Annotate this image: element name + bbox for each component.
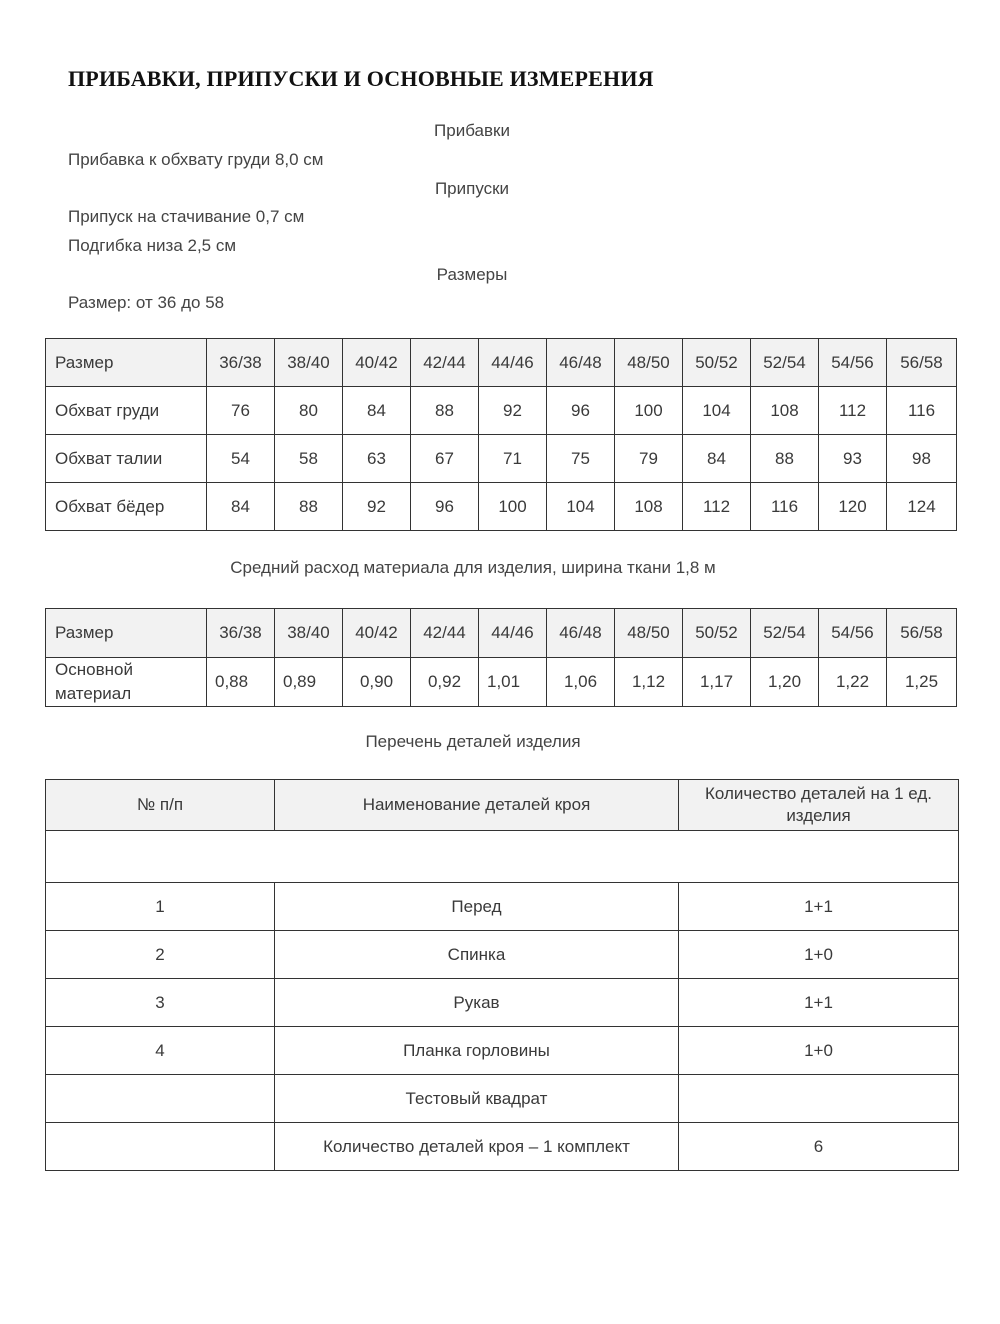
size-header-cell: 42/44	[411, 339, 479, 387]
measure-cell: 116	[751, 483, 819, 531]
row-label: Обхват груди	[46, 387, 207, 435]
measure-cell: 63	[343, 435, 411, 483]
sizes-heading: Размеры	[436, 265, 508, 284]
measure-cell: 100	[479, 483, 547, 531]
row-label: Обхват бёдер	[46, 483, 207, 531]
main-material-label	[46, 658, 207, 707]
part-name: Перед	[275, 883, 679, 931]
row-label: Обхват талии	[46, 435, 207, 483]
chest-row	[46, 387, 957, 435]
material-caption: Средний расход материала для изделия, ширина ткани 1,8 м	[230, 558, 716, 577]
measure-cell: 58	[275, 435, 343, 483]
consumption-cell: 0,88	[207, 658, 275, 707]
empty-cell	[46, 831, 959, 883]
part-name: Количество деталей кроя – 1 комплект	[275, 1123, 679, 1171]
material-header-row	[46, 609, 957, 658]
measure-cell: 96	[411, 483, 479, 531]
part-name: Тестовый квадрат	[275, 1075, 679, 1123]
size-header-cell: 40/42	[343, 339, 411, 387]
measure-cell: 104	[683, 387, 751, 435]
part-num: 4	[46, 1027, 275, 1075]
measure-cell: 112	[683, 483, 751, 531]
size-header-cell: 44/46	[479, 609, 547, 658]
parts-header-qty-line1: Количество деталей на 1 ед.	[705, 784, 932, 803]
consumption-cell: 1,20	[751, 658, 819, 707]
measure-cell: 67	[411, 435, 479, 483]
measure-cell: 76	[207, 387, 275, 435]
part-qty: 1+1	[679, 979, 959, 1027]
consumption-cell: 1,06	[547, 658, 615, 707]
table-row	[46, 931, 959, 979]
waist-row	[46, 435, 957, 483]
table-row	[46, 1123, 959, 1171]
part-num	[46, 1123, 275, 1171]
parts-header-qty	[679, 780, 959, 831]
main-material-label-line2: материал	[55, 684, 132, 703]
consumption-cell: 0,90	[343, 658, 411, 707]
table-row	[46, 1075, 959, 1123]
allowances-heading: Прибавки	[434, 121, 510, 140]
size-header-cell: 50/52	[683, 609, 751, 658]
page-title: ПРИБАВКИ, ПРИПУСКИ И ОСНОВНЫЕ ИЗМЕРЕНИЯ	[68, 66, 654, 91]
measure-cell: 120	[819, 483, 887, 531]
measure-cell: 98	[887, 435, 957, 483]
part-name: Рукав	[275, 979, 679, 1027]
size-header-cell: 42/44	[411, 609, 479, 658]
size-header-cell: 52/54	[751, 609, 819, 658]
measure-cell: 84	[343, 387, 411, 435]
measure-cell: 75	[547, 435, 615, 483]
main-material-row	[46, 658, 957, 707]
measure-cell: 100	[615, 387, 683, 435]
size-measurement-table	[45, 338, 957, 531]
consumption-cell: 0,92	[411, 658, 479, 707]
part-num: 2	[46, 931, 275, 979]
measure-cell: 108	[751, 387, 819, 435]
material-consumption-table	[45, 608, 957, 707]
size-header-cell: 54/56	[819, 609, 887, 658]
seam-allowance-text: Припуск на стачивание 0,7 см	[68, 207, 305, 226]
size-header-cell: 38/40	[275, 609, 343, 658]
part-name: Планка горловины	[275, 1027, 679, 1075]
measure-cell: 93	[819, 435, 887, 483]
part-qty	[679, 1075, 959, 1123]
size-header-cell: 54/56	[819, 339, 887, 387]
measure-cell: 88	[751, 435, 819, 483]
parts-header-num: № п/п	[46, 780, 275, 831]
parts-header-row	[46, 780, 959, 831]
part-qty: 6	[679, 1123, 959, 1171]
main-material-label-line1: Основной	[55, 660, 133, 679]
parts-caption: Перечень деталей изделия	[365, 732, 581, 751]
size-header-cell: 36/38	[207, 339, 275, 387]
measure-cell: 84	[683, 435, 751, 483]
table-row	[46, 883, 959, 931]
material-header-label: Размер	[46, 609, 207, 658]
part-num	[46, 1075, 275, 1123]
size-header-cell: 44/46	[479, 339, 547, 387]
consumption-cell: 1,01	[479, 658, 547, 707]
hips-row	[46, 483, 957, 531]
hem-allowance-text: Подгибка низа 2,5 см	[68, 236, 237, 255]
measure-cell: 54	[207, 435, 275, 483]
part-qty: 1+1	[679, 883, 959, 931]
seams-heading: Припуски	[434, 179, 510, 198]
measure-cell: 80	[275, 387, 343, 435]
size-header-cell: 56/58	[887, 609, 957, 658]
measure-cell: 92	[343, 483, 411, 531]
size-header-cell: 56/58	[887, 339, 957, 387]
measure-cell: 124	[887, 483, 957, 531]
part-qty: 1+0	[679, 931, 959, 979]
size-header-label: Размер	[46, 339, 207, 387]
parts-header-name: Наименование деталей кроя	[275, 780, 679, 831]
consumption-cell: 1,25	[887, 658, 957, 707]
measure-cell: 108	[615, 483, 683, 531]
measure-cell: 88	[275, 483, 343, 531]
parts-list-table	[45, 779, 959, 1171]
parts-header-qty-line2: изделия	[786, 806, 851, 825]
measure-cell: 96	[547, 387, 615, 435]
measure-cell: 84	[207, 483, 275, 531]
table-row	[46, 1027, 959, 1075]
size-header-cell: 46/48	[547, 339, 615, 387]
consumption-cell: 0,89	[275, 658, 343, 707]
size-header-cell: 48/50	[615, 339, 683, 387]
parts-empty-row	[46, 831, 959, 883]
measure-cell: 92	[479, 387, 547, 435]
measure-cell: 79	[615, 435, 683, 483]
part-num: 1	[46, 883, 275, 931]
size-header-cell: 50/52	[683, 339, 751, 387]
consumption-cell: 1,12	[615, 658, 683, 707]
size-range-text: Размер: от 36 до 58	[68, 293, 225, 312]
measure-cell: 88	[411, 387, 479, 435]
size-header-cell: 38/40	[275, 339, 343, 387]
consumption-cell: 1,22	[819, 658, 887, 707]
table-row	[46, 979, 959, 1027]
size-header-cell: 48/50	[615, 609, 683, 658]
size-header-cell: 52/54	[751, 339, 819, 387]
measure-cell: 71	[479, 435, 547, 483]
consumption-cell: 1,17	[683, 658, 751, 707]
part-name: Спинка	[275, 931, 679, 979]
measure-cell: 104	[547, 483, 615, 531]
part-num: 3	[46, 979, 275, 1027]
measure-cell: 116	[887, 387, 957, 435]
size-header-cell: 36/38	[207, 609, 275, 658]
part-qty: 1+0	[679, 1027, 959, 1075]
chest-allowance-text: Прибавка к обхвату груди 8,0 см	[68, 150, 324, 169]
size-header-cell: 46/48	[547, 609, 615, 658]
size-table-header-row	[46, 339, 957, 387]
measure-cell: 112	[819, 387, 887, 435]
size-header-cell: 40/42	[343, 609, 411, 658]
